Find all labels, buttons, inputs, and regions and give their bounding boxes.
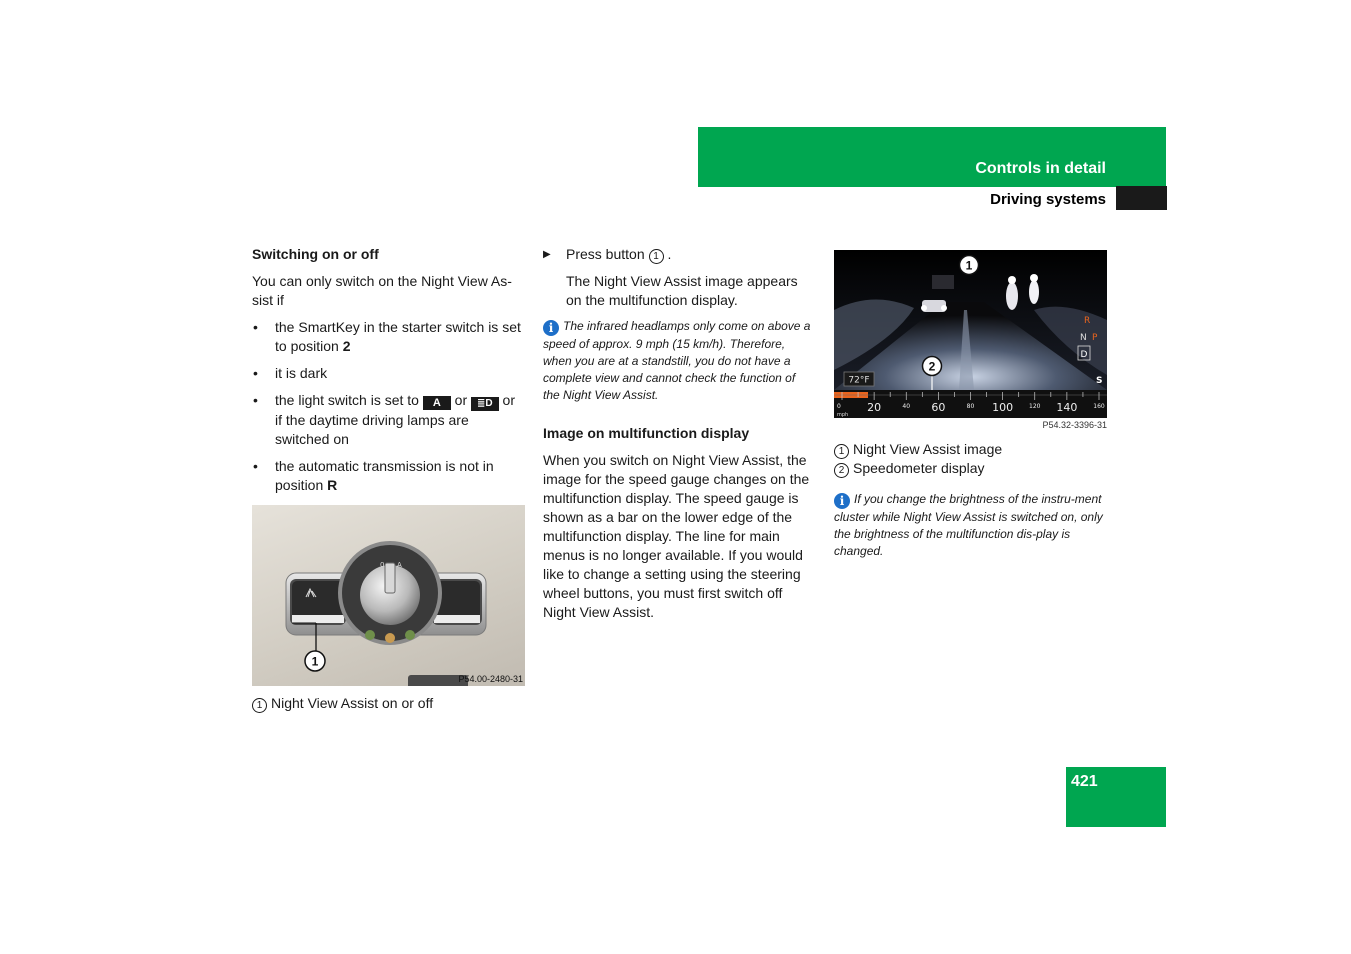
intro-text: You can only switch on the Night View As-sist if [252,273,512,308]
figure-caption: 1 Night View Assist on or off [252,694,525,713]
low-beam-key: ≣D [471,397,499,411]
speed-label: 80 [966,403,975,410]
figure1-callout: 1 [311,654,319,669]
heading-multifunction-display: Image on multifunction display [543,425,750,441]
temperature-readout: 72°F [848,375,870,386]
speed-label: 100 [992,401,1014,414]
body-multifunction-display: When you switch on Night View Assist, the image for the speed gauge changes on the multifunction display. The speed gauge is shown as a bar on the lower edge of the multifunction display. The line for main menus is no longer available. If you would like to change a setting using the steering wheel buttons, you must first switch off Night View Assist. [543,452,810,620]
section-title: Controls in detail [975,160,1106,177]
speed-unit: mph [837,412,849,418]
column-2 [543,245,815,630]
callout-marker: 1 [252,698,267,713]
figure-code: P54.32-3396-31 [1042,420,1107,430]
column-3 [834,250,1107,572]
info-note: i The infrared headlamps only come on above a speed of approx. 9 mph (15 km/h). Therefore, when you are at a standstill, you do not have a complete view and cannot check the function of the Night View Assist. [543,319,811,402]
callout-marker: 1 [649,249,664,264]
gear-n: N [1080,333,1087,343]
column-1 [252,245,525,713]
subsection-marker [1116,186,1167,210]
info-icon: i [834,493,850,509]
subsection-title: Driving systems [990,191,1106,208]
mode-indicator: S [1096,376,1103,386]
callout-marker: 2 [834,463,849,478]
figure-code: P54.00-2480-31 [458,674,523,684]
list-item: • the light switch is set to A or ≣D or if the daytime driving lamps are switched on [252,391,525,449]
speed-label: 160 [1093,403,1105,410]
speed-label: 20 [867,401,882,414]
step-result: The Night View Assist image appears on the multifunction display. [566,273,798,308]
speed-label: 120 [1029,403,1041,410]
switch-position-0: 0 [380,561,385,569]
speed-label: 0 [837,403,841,410]
legend-item: 2 Speedometer display [834,459,1107,478]
gear-r: R [1084,316,1091,326]
list-item: • the automatic transmission is not in position R [252,457,525,495]
figure2-callout-1: 1 [965,258,973,273]
condition-list [252,318,525,495]
speed-label: 140 [1056,401,1078,414]
info-icon: i [543,320,559,336]
heading-switching: Switching on or off [252,246,379,262]
gear-d: D [1080,350,1088,360]
figure2-callout-2: 2 [928,359,936,374]
figure-legend [834,440,1107,478]
night-view-figure [834,250,1107,418]
light-switch-figure [252,505,525,686]
switch-position-a: A [397,561,402,569]
speed-label: 60 [931,401,946,414]
speed-label: 40 [902,403,911,410]
callout-marker: 1 [834,444,849,459]
legend-item: 1 Night View Assist image [834,440,1107,459]
instruction-step: ▶ Press button 1 . [543,246,672,262]
gear-p: P [1092,333,1098,343]
info-note: i If you change the brightness of the instru-ment cluster while Night View Assist is switched on, only the brightness of the multifunction dis-play is changed. [834,492,1103,558]
list-item: • the SmartKey in the starter switch is set to position 2 [252,318,525,356]
step-arrow-icon: ▶ [543,249,551,260]
list-item: • it is dark [252,364,525,383]
light-switch-auto-key: A [423,396,451,410]
page-number: 421 [1071,773,1098,790]
